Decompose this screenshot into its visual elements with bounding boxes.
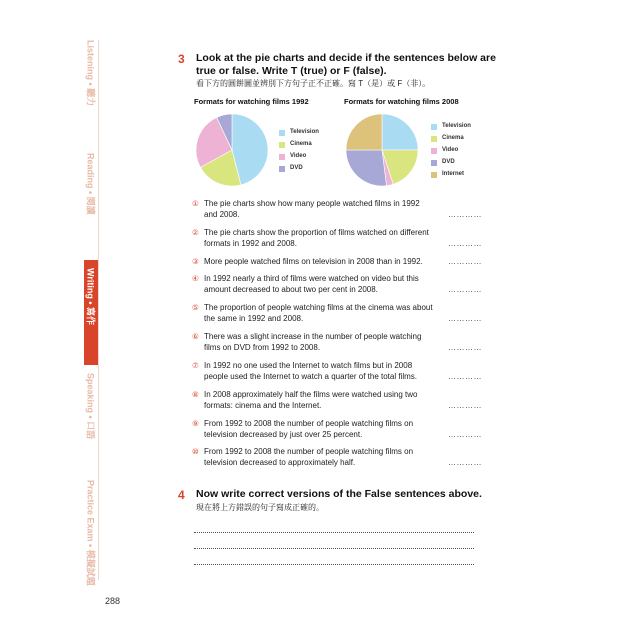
statement-text: In 2008 approximately half the films were watched using two formats: cinema and the Internet. xyxy=(204,390,418,410)
task-instruction: Look at the pie charts and decide if the sentences below are true or false. Write T (true) or F (false). xyxy=(196,52,496,77)
legend-label: Television xyxy=(290,129,319,135)
pie-chart-1992 xyxy=(194,97,339,187)
legend-swatch xyxy=(431,136,437,142)
tab-label: Reading • 閱讀 xyxy=(85,153,96,215)
statement-item xyxy=(192,302,482,324)
statement-item xyxy=(192,446,482,468)
legend-swatch xyxy=(431,124,437,130)
task-number: 3 xyxy=(178,52,185,66)
statement-item xyxy=(192,227,482,249)
statement-item xyxy=(192,360,482,382)
statement-text: From 1992 to 2008 the number of people watching films on television decreased to approximately half. xyxy=(204,447,414,467)
statement-number: ⑨ xyxy=(192,419,199,428)
legend-swatch xyxy=(279,154,285,160)
statement-number: ② xyxy=(192,228,199,237)
statement-number: ⑦ xyxy=(192,361,199,370)
answer-line[interactable] xyxy=(194,547,474,549)
statement-text: From 1992 to 2008 the number of people watching films on television decreased by just over 25 percent. xyxy=(204,419,414,439)
tab-writing[interactable] xyxy=(84,260,98,365)
tab-label: Practice Exam • 模擬試題 xyxy=(85,480,96,586)
legend-label: Video xyxy=(290,153,307,159)
answer-blank[interactable]: ………… xyxy=(448,430,482,439)
legend-label: Television xyxy=(442,123,471,129)
statement-item xyxy=(192,418,482,440)
legend-label: Internet xyxy=(442,171,465,177)
tab-practice-exam[interactable] xyxy=(84,480,98,586)
statement-item xyxy=(192,256,482,267)
statement-item xyxy=(192,198,482,220)
statement-item xyxy=(192,389,482,411)
answer-line[interactable] xyxy=(194,563,474,565)
tab-label: Writing • 寫作 xyxy=(85,268,96,325)
answer-blank[interactable]: ………… xyxy=(448,314,482,323)
statement-number: ⑤ xyxy=(192,303,199,312)
legend-swatch xyxy=(279,130,285,136)
pie-slice-internet xyxy=(346,114,382,150)
statement-number: ③ xyxy=(192,257,199,266)
statement-text: The proportion of people watching films at the cinema was about the same in 1992 and 2008. xyxy=(204,303,433,323)
task-instruction: Now write correct versions of the False sentences above. xyxy=(196,488,482,500)
legend-swatch xyxy=(431,148,437,154)
pie-svg xyxy=(344,112,420,188)
legend-swatch xyxy=(279,142,285,148)
statement-text: The pie charts show the proportion of films watched on different formats in 1992 and 2008. xyxy=(204,228,429,248)
statement-number: ④ xyxy=(192,274,199,283)
answer-blank[interactable]: ………… xyxy=(448,239,482,248)
answer-blank[interactable]: ………… xyxy=(448,210,482,219)
tab-speaking[interactable] xyxy=(84,373,98,473)
pie-slice-television xyxy=(382,114,418,150)
page-number: 288 xyxy=(105,596,121,606)
pie-svg xyxy=(194,112,270,188)
statement-number: ① xyxy=(192,199,199,208)
statement-number: ⑧ xyxy=(192,390,199,399)
answer-blank[interactable]: ………… xyxy=(448,257,482,266)
legend-label: DVD xyxy=(290,165,303,171)
statement-number: ⑥ xyxy=(192,332,199,341)
tab-label: Listening • 聽力 xyxy=(85,40,96,107)
legend-label: Cinema xyxy=(442,135,464,141)
chart-title: Formats for watching films 2008 xyxy=(344,97,459,106)
side-divider xyxy=(98,40,99,580)
statement-text: In 1992 nearly a third of films were watched on video but this amount decreased to about two per cent in 2008. xyxy=(204,274,419,294)
statement-text: In 1992 no one used the Internet to watch films but in 2008 people used the Internet to watch a quarter of the total films. xyxy=(204,361,418,381)
legend-label: DVD xyxy=(442,159,455,165)
answer-blank[interactable]: ………… xyxy=(448,458,482,467)
legend-swatch xyxy=(431,172,437,178)
tab-reading[interactable] xyxy=(84,153,98,233)
task-instruction-zh: 看下方的圓餅圖並辨別下方句子正不正確。寫 T（是）或 F（非）。 xyxy=(196,79,431,88)
pie-chart-2008 xyxy=(344,97,489,187)
statement-text: There was a slight increase in the number of people watching films on DVD from 1992 to 2008. xyxy=(204,332,422,352)
answer-blank[interactable]: ………… xyxy=(448,343,482,352)
legend-label: Video xyxy=(442,147,459,153)
legend-label: Cinema xyxy=(290,141,312,147)
chart-title: Formats for watching films 1992 xyxy=(194,97,309,106)
tab-listening[interactable] xyxy=(84,40,98,120)
answer-line[interactable] xyxy=(194,531,474,533)
legend-swatch xyxy=(279,166,285,172)
task-instruction-zh: 現在將上方錯誤的句子寫成正確的。 xyxy=(196,503,324,512)
answer-blank[interactable]: ………… xyxy=(448,372,482,381)
statement-number: ⑩ xyxy=(192,447,199,456)
pie-slice-dvd xyxy=(346,150,387,186)
answer-blank[interactable]: ………… xyxy=(448,401,482,410)
task-number: 4 xyxy=(178,488,185,502)
statement-text: The pie charts show how many people watched films in 1992 and 2008. xyxy=(204,199,420,219)
statement-text: More people watched films on television in 2008 than in 1992. xyxy=(204,257,423,266)
tab-label: Speaking • 口語 xyxy=(85,373,96,440)
statement-item xyxy=(192,331,482,353)
answer-blank[interactable]: ………… xyxy=(448,285,482,294)
statement-item xyxy=(192,273,482,295)
legend-swatch xyxy=(431,160,437,166)
section-tabs xyxy=(84,40,98,586)
